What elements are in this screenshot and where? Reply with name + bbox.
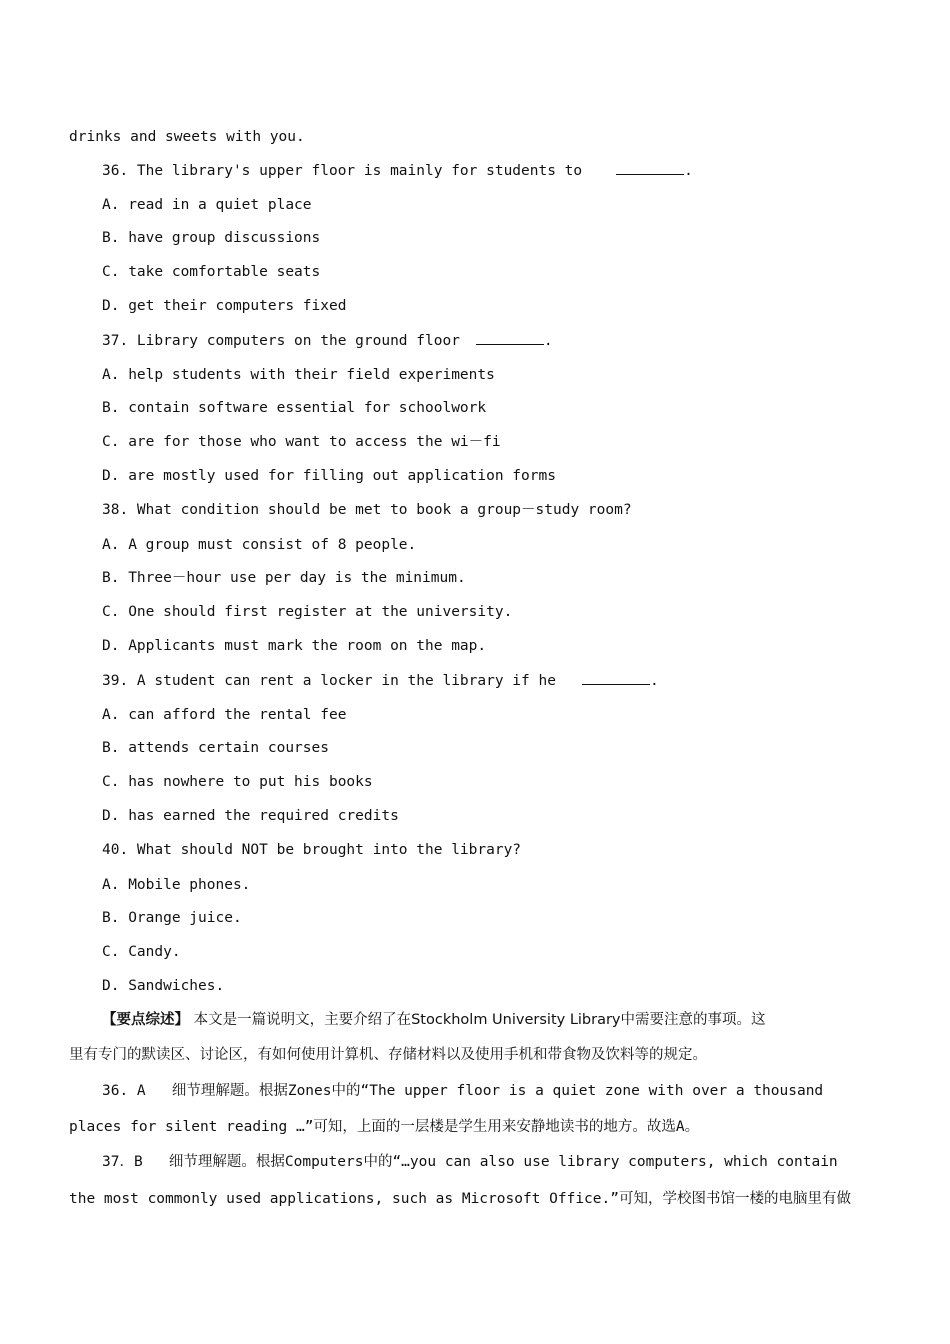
- option-36-d: D. get their computers fixed: [102, 298, 347, 314]
- option-36-b: B. have group discussions: [102, 230, 321, 246]
- option-38-a: A. A group must consist of 8 people.: [102, 537, 417, 553]
- answer-blank: [616, 160, 684, 175]
- answer-blank: [476, 330, 544, 345]
- option-39-a: A. can afford the rental fee: [102, 707, 347, 723]
- option-38-d: D. Applicants must mark the room on the map.: [102, 638, 487, 654]
- answer-36-line-2: places for silent reading …”可知，上面的一层楼是学生用来安静地读书的地方。故选A。: [69, 1119, 700, 1135]
- option-40-b: B. Orange juice.: [102, 910, 242, 926]
- option-37-a: A. help students with their field experiments: [102, 367, 495, 383]
- option-37-d: D. are mostly used for filling out application forms: [102, 468, 556, 484]
- option-37-b: B. contain software essential for schoolwork: [102, 400, 487, 416]
- summary-line-2: 里有专门的默读区、讨论区，有如何使用计算机、存储材料以及使用手机和带食物及饮料等的规定。: [69, 1047, 707, 1063]
- summary-text: 本文是一篇说明文，主要介绍了在Stockholm University Library中需要注意的事项。这: [193, 1012, 766, 1028]
- option-37-c: C. are for those who want to access the wi－fi: [102, 434, 501, 450]
- option-39-d: D. has earned the required credits: [102, 808, 399, 824]
- question-36: 36. The library's upper floor is mainly for students to .: [102, 160, 693, 181]
- answer-blank: [582, 670, 650, 685]
- option-39-c: C. has nowhere to put his books: [102, 774, 373, 790]
- question-39: 39. A student can rent a locker in the library if he .: [102, 670, 659, 691]
- option-38-c: C. One should first register at the university.: [102, 604, 513, 620]
- option-39-b: B. attends certain courses: [102, 740, 329, 756]
- question-stem: 36. The library's upper floor is mainly for students to: [102, 163, 583, 179]
- question-37: 37. Library computers on the ground floor .: [102, 330, 553, 351]
- option-40-c: C. Candy.: [102, 944, 181, 960]
- answer-37-line-1: 37．B 细节理解题。根据Computers中的“…you can also use library computers, which contain: [102, 1154, 838, 1170]
- summary-line-1: [102, 1010, 766, 1030]
- question-stem: 37. Library computers on the ground floor: [102, 333, 460, 349]
- answer-36-line-1: 36. A 细节理解题。根据Zones中的“The upper floor is a quiet zone with over a thousand: [102, 1083, 824, 1099]
- question-40: 40. What should NOT be brought into the library?: [102, 842, 522, 858]
- question-38: 38. What condition should be met to book a group－study room?: [102, 502, 632, 518]
- option-36-a: A. read in a quiet place: [102, 197, 312, 213]
- option-36-c: C. take comfortable seats: [102, 264, 321, 280]
- answer-37-line-2: the most commonly used applications, such as Microsoft Office.”可知，学校图书馆一楼的电脑里有做: [69, 1191, 851, 1207]
- option-40-a: A. Mobile phones.: [102, 877, 251, 893]
- summary-label: 【要点综述】: [102, 1012, 189, 1028]
- option-38-b: B. Three－hour use per day is the minimum.: [102, 570, 466, 586]
- option-40-d: D. Sandwiches.: [102, 978, 225, 994]
- question-stem: 39. A student can rent a locker in the library if he: [102, 673, 556, 689]
- passage-tail: drinks and sweets with you.: [69, 129, 305, 145]
